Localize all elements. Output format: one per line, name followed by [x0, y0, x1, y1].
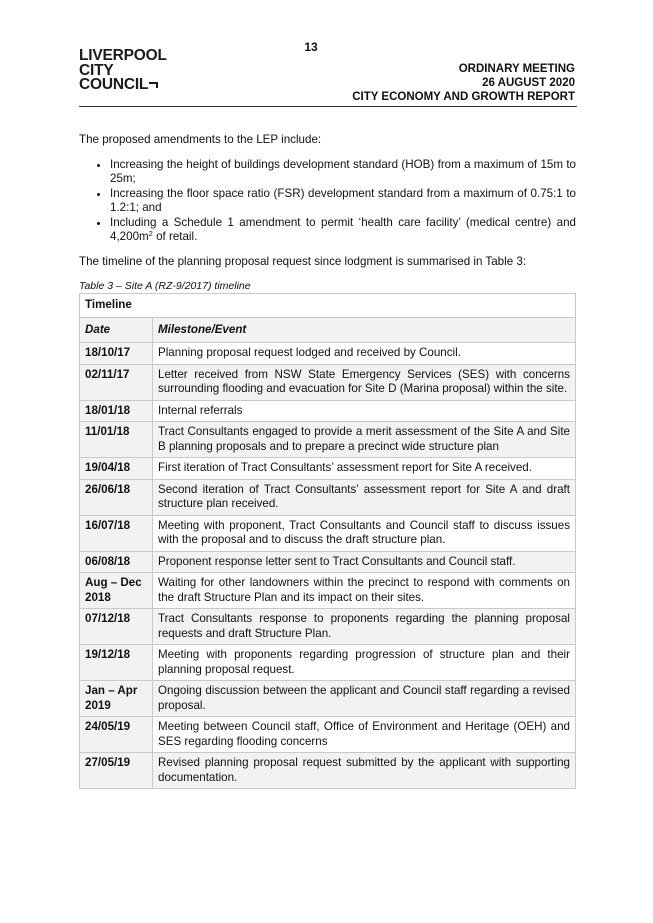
amendment-item: [110, 216, 576, 245]
row-event: Letter received from NSW State Emergency Services (SES) with concerns surrounding flooding and evacuation for Site D (Marina proposal) within the site.: [153, 364, 576, 400]
row-event: Planning proposal request lodged and received by Council.: [153, 343, 576, 365]
row-date: 26/06/18: [80, 479, 153, 515]
logo-line-3: [79, 78, 167, 93]
table-header-row: [80, 317, 576, 343]
row-date: 19/12/18: [80, 645, 153, 681]
amendment-3-tail: of retail.: [152, 230, 198, 243]
row-date: Aug – Dec 2018: [80, 573, 153, 609]
row-event: Tract Consultants engaged to provide a merit assessment of the Site A and Site B planning proposals and to prepare a precinct wide structure plan: [153, 422, 576, 458]
row-event: Proponent response letter sent to Tract Consultants and Council staff.: [153, 551, 576, 573]
row-date: 18/01/18: [80, 400, 153, 422]
logo-mark-icon: [149, 82, 158, 88]
table-row: [80, 573, 576, 609]
row-event: Waiting for other landowners within the precinct to respond with comments on the draft Structure Plan and its impact on their sites.: [153, 573, 576, 609]
superscript: 2: [148, 229, 153, 238]
table-row: [80, 400, 576, 422]
row-event: Internal referrals: [153, 400, 576, 422]
row-event: Second iteration of Tract Consultants’ assessment report for Site A and draft structure plan received.: [153, 479, 576, 515]
document-body: [79, 133, 576, 789]
meeting-header: [352, 62, 575, 104]
row-event: Meeting between Council staff, Office of Environment and Heritage (OEH) and SES regarding flooding concerns: [153, 717, 576, 753]
amendments-list: [79, 158, 576, 245]
table-row: [80, 343, 576, 365]
row-date: 02/11/17: [80, 364, 153, 400]
report-title: CITY ECONOMY AND GROWTH REPORT: [352, 91, 575, 103]
table-row: [80, 364, 576, 400]
row-date: 07/12/18: [80, 609, 153, 645]
table-row: [80, 645, 576, 681]
row-date: 11/01/18: [80, 422, 153, 458]
row-date: 18/10/17: [80, 343, 153, 365]
table-title: Timeline: [80, 294, 576, 318]
council-logo: [79, 49, 167, 93]
meeting-date: 26 AUGUST 2020: [482, 77, 575, 89]
logo-line-2: CITY: [79, 61, 114, 79]
row-event: Ongoing discussion between the applicant and Council staff regarding a revised proposal.: [153, 681, 576, 717]
page-number: 13: [304, 40, 318, 54]
intro-paragraph: The proposed amendments to the LEP include:: [79, 133, 322, 146]
table-row: [80, 422, 576, 458]
row-event: Revised planning proposal request submitted by the applicant with supporting documentation.: [153, 753, 576, 789]
table-row: [80, 717, 576, 753]
table-row: [80, 551, 576, 573]
logo-line-1: LIVERPOOL: [79, 47, 167, 64]
row-event: First iteration of Tract Consultants’ assessment report for Site A received.: [153, 458, 576, 480]
row-date: 06/08/18: [80, 551, 153, 573]
row-event: Meeting with proponent, Tract Consultants and Council staff to discuss issues with the proposal and to discuss the draft structure plan.: [153, 515, 576, 551]
timeline-body: [80, 343, 576, 789]
row-date: 16/07/18: [80, 515, 153, 551]
row-event: Meeting with proponents regarding progression of structure plan and their planning proposal request.: [153, 645, 576, 681]
table-row: [80, 458, 576, 480]
column-header-event: Milestone/Event: [153, 317, 576, 343]
row-date: Jan – Apr 2019: [80, 681, 153, 717]
amendment-3-text: Including a Schedule 1 amendment to permit ‘health care facility’ (medical centre) and 4,200m: [110, 215, 576, 243]
table-row: [80, 681, 576, 717]
amendment-item: • Increasing the height of buildings development standard (HOB) from a maximum of 15m to 25m;: [110, 158, 576, 187]
table-title-row: [80, 294, 576, 318]
table-row: [80, 479, 576, 515]
amendment-item: • Increasing the floor space ratio (FSR) development standard from a maximum of 0.75:1 to 1.2:1; and: [110, 187, 576, 216]
column-header-date: Date: [80, 317, 153, 343]
table-row: [80, 753, 576, 789]
table-caption: Table 3 – Site A (RZ-9/2017) timeline: [79, 280, 251, 292]
row-date: 19/04/18: [80, 458, 153, 480]
header-divider: [79, 106, 577, 107]
logo-line-3-text: COUNCIL: [79, 76, 149, 93]
timeline-table: [79, 293, 576, 789]
table-row: [80, 515, 576, 551]
row-date: 24/05/19: [80, 717, 153, 753]
summary-paragraph: The timeline of the planning proposal request since lodgment is summarised in Table 3:: [79, 254, 527, 268]
meeting-type: ORDINARY MEETING: [458, 63, 575, 75]
row-date: 27/05/19: [80, 753, 153, 789]
row-event: Tract Consultants response to proponents regarding the planning proposal requests and draft Structure Plan.: [153, 609, 576, 645]
table-row: [80, 609, 576, 645]
